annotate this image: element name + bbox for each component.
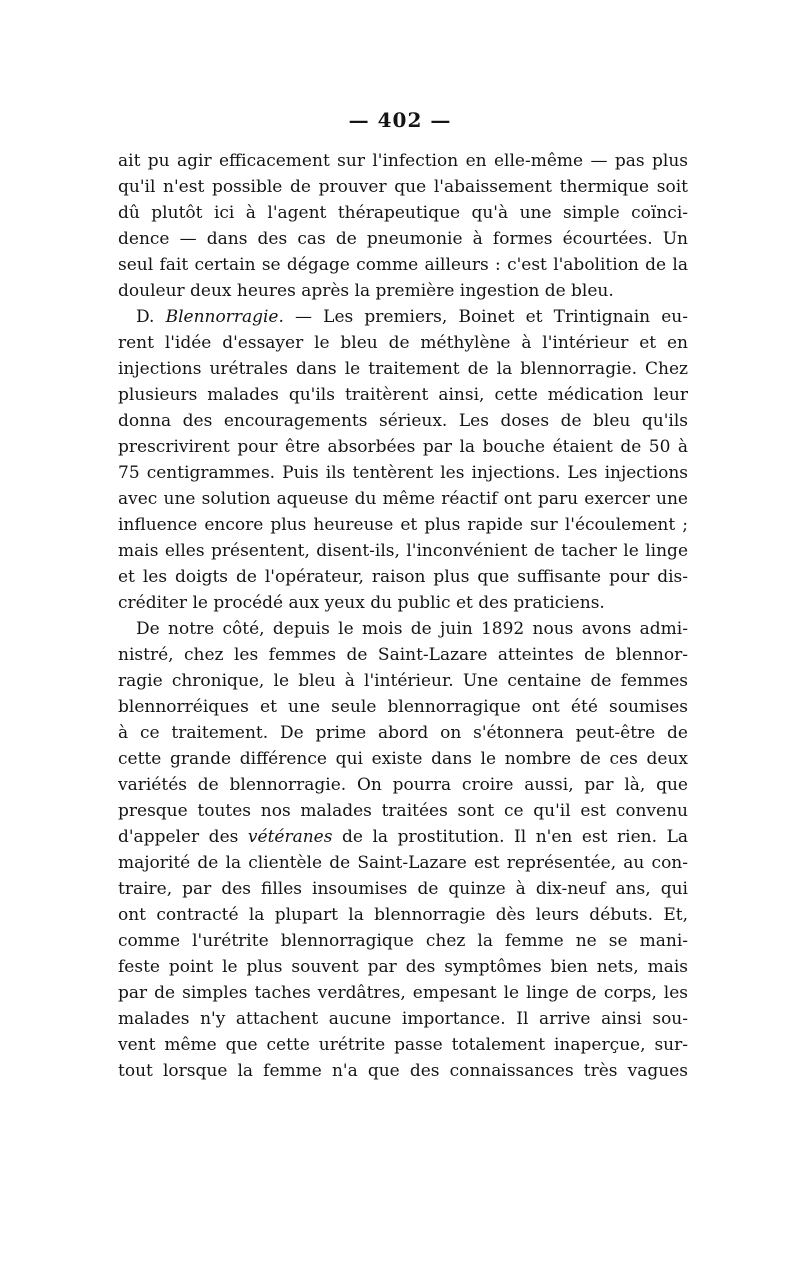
section-heading-text: — Les premiers, Boinet et Trintignain eu- [283, 307, 688, 327]
text-line: seul fait certain se dégage comme ailleurs : c'est l'abolition de la [118, 255, 688, 275]
paragraph-1 [118, 148, 688, 304]
text-line: donna des encouragements sérieux. Les doses de bleu qu'ils [118, 411, 688, 431]
text-line: vent même que cette urétrite passe totalement inaperçue, sur- [118, 1035, 688, 1055]
text-line: traire, par des filles insoumises de quinze à dix-neuf ans, qui [118, 879, 688, 899]
text-line: majorité de la clientèle de Saint-Lazare est représentée, au con- [118, 853, 688, 873]
text-line: tout lorsque la femme n'a que des connaissances très vagues [118, 1061, 688, 1081]
text-line: De notre côté, depuis le mois de juin 1892 nous avons admi- [136, 619, 688, 639]
text-line: comme l'urétrite blennorragique chez la femme ne se mani- [118, 931, 688, 951]
text-line: plusieurs malades qu'ils traitèrent ainsi, cette médication leur [118, 385, 688, 405]
text-line: variétés de blennorragie. On pourra croire aussi, par là, que [118, 775, 688, 795]
text-fragment: d'appeler des [118, 827, 248, 847]
text-line: créditer le procédé aux yeux du public et des praticiens. [118, 593, 605, 613]
text-line: feste point le plus souvent par des symptômes bien nets, mais [118, 957, 688, 977]
text-line: nistré, chez les femmes de Saint-Lazare atteintes de blennor- [118, 645, 688, 665]
text-line: par de simples taches verdâtres, empesant le linge de corps, les [118, 983, 688, 1003]
text-line: ont contracté la plupart la blennorragie dès leurs débuts. Et, [118, 905, 688, 925]
text-line: blennorréiques et une seule blennorragique ont été soumises [118, 697, 688, 717]
section-label: D. [136, 307, 166, 327]
text-fragment: de la prostitution. Il n'en est rien. La [332, 827, 689, 847]
text-line: ragie chronique, le bleu à l'intérieur. Une centaine de femmes [118, 671, 688, 691]
text-line: avec une solution aqueuse du même réactif ont paru exercer une [118, 489, 688, 509]
paragraph-3 [118, 616, 688, 1084]
text-line: rent l'idée d'essayer le bleu de méthylène à l'intérieur et en [118, 333, 688, 353]
text-line: 75 centigrammes. Puis ils tentèrent les injections. Les injections [118, 463, 688, 483]
text-line: et les doigts de l'opérateur, raison plus que suffisante pour dis- [118, 567, 688, 587]
text-line: presque toutes nos malades traitées sont ce qu'il est convenu [118, 801, 688, 821]
text-line: cette grande différence qui existe dans le nombre de ces deux [118, 749, 688, 769]
body-text [118, 148, 688, 1084]
section-heading-line [118, 304, 688, 330]
text-line: ait pu agir efficacement sur l'infection en elle-même — pas plus [118, 151, 688, 171]
text-line: dû plutôt ici à l'agent thérapeutique qu'à une simple coïnci- [118, 203, 688, 223]
text-line: douleur deux heures après la première ingestion de bleu. [118, 281, 614, 301]
text-line: à ce traitement. De prime abord on s'étonnera peut-être de [118, 723, 688, 743]
text-line: mais elles présentent, disent-ils, l'inconvénient de tacher le linge [118, 541, 688, 561]
text-line: prescrivirent pour être absorbées par la bouche étaient de 50 à [118, 437, 688, 457]
text-line: qu'il n'est possible de prouver que l'abaissement thermique soit [118, 177, 688, 197]
text-line: dence — dans des cas de pneumonie à formes écourtées. Un [118, 229, 688, 249]
text-line: influence encore plus heureuse et plus rapide sur l'écoulement ; [118, 515, 688, 535]
italic-term: vétéranes [247, 827, 333, 847]
text-line [118, 824, 688, 850]
text-line: injections urétrales dans le traitement de la blennorragie. Chez [118, 359, 688, 379]
paragraph-2 [118, 304, 688, 616]
text-line: malades n'y attachent aucune importance. Il arrive ainsi sou- [118, 1009, 688, 1029]
page-number: — 402 — [348, 108, 452, 132]
section-title: Blennorragie. [165, 307, 284, 327]
